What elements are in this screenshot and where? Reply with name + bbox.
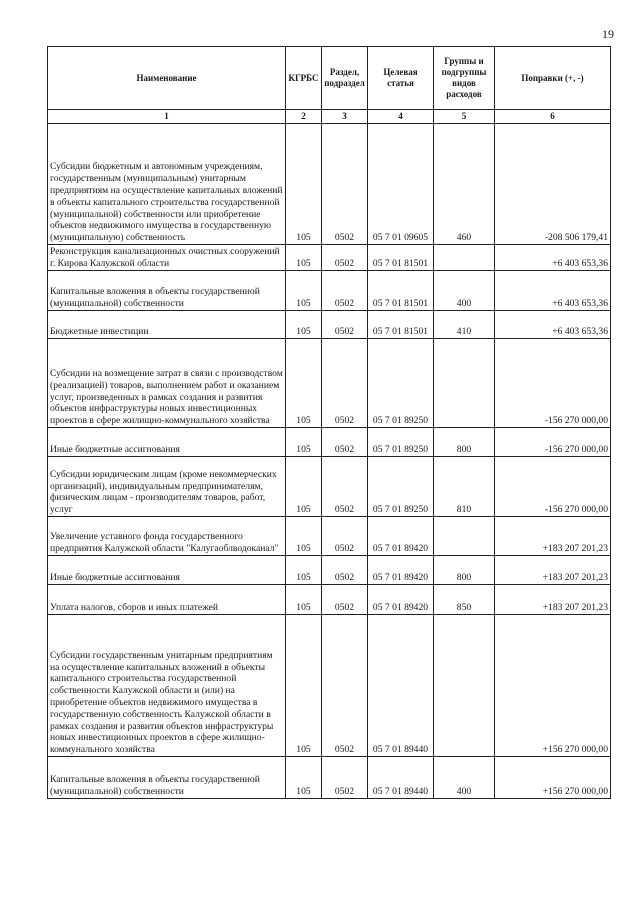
row-expense-group: 400 bbox=[434, 271, 495, 311]
table-row bbox=[48, 428, 611, 457]
table-row bbox=[48, 457, 611, 517]
row-expense-group bbox=[434, 245, 495, 271]
header-section: Раздел, подраздел bbox=[322, 47, 368, 110]
row-target-article: 05 7 01 89420 bbox=[368, 585, 434, 615]
row-target-article: 05 7 01 89420 bbox=[368, 556, 434, 585]
row-amount: -156 270 000,00 bbox=[495, 339, 611, 428]
table-row bbox=[48, 556, 611, 585]
row-expense-group bbox=[434, 615, 495, 757]
row-amount: +6 403 653,36 bbox=[495, 271, 611, 311]
row-expense-group: 850 bbox=[434, 585, 495, 615]
row-kgrbs: 105 bbox=[286, 517, 322, 556]
row-name: Реконструкция канализационных очистных сооружений г. Кирова Калужской области bbox=[48, 245, 286, 271]
page-number: 19 bbox=[602, 27, 614, 41]
row-amount: +6 403 653,36 bbox=[495, 245, 611, 271]
table-row bbox=[48, 615, 611, 757]
row-section: 0502 bbox=[322, 457, 368, 517]
budget-amendments-table bbox=[47, 46, 611, 799]
row-name: Капитальные вложения в объекты государственной (муниципальной) собственности bbox=[48, 757, 286, 799]
row-name: Субсидии на возмещение затрат в связи с производством (реализацией) товаров, выполнением работ и оказанием услуг, произведенных в рамках создания и развития объектов инфраструктуры новых инвестиционных проектов в сфере жилищно-коммунального хозяйства bbox=[48, 339, 286, 428]
column-number: 3 bbox=[322, 110, 368, 124]
row-expense-group: 800 bbox=[434, 556, 495, 585]
row-section: 0502 bbox=[322, 339, 368, 428]
header-target-article: Целевая статья bbox=[368, 47, 434, 110]
table-row bbox=[48, 585, 611, 615]
header-row bbox=[48, 47, 611, 110]
column-numbers-row bbox=[48, 110, 611, 124]
row-target-article: 05 7 01 89250 bbox=[368, 428, 434, 457]
row-section: 0502 bbox=[322, 615, 368, 757]
row-name: Увеличение уставного фонда государственного предприятия Калужской области "Калугаоблводоканал" bbox=[48, 517, 286, 556]
row-amount: +6 403 653,36 bbox=[495, 311, 611, 339]
row-kgrbs: 105 bbox=[286, 757, 322, 799]
column-number: 2 bbox=[286, 110, 322, 124]
column-number: 6 bbox=[495, 110, 611, 124]
row-expense-group: 410 bbox=[434, 311, 495, 339]
row-target-article: 05 7 01 89420 bbox=[368, 517, 434, 556]
row-section: 0502 bbox=[322, 271, 368, 311]
row-kgrbs: 105 bbox=[286, 585, 322, 615]
row-name: Бюджетные инвестиции bbox=[48, 311, 286, 339]
table-row bbox=[48, 271, 611, 311]
row-expense-group: 400 bbox=[434, 757, 495, 799]
row-amount: +183 207 201,23 bbox=[495, 517, 611, 556]
row-amount: +183 207 201,23 bbox=[495, 556, 611, 585]
row-target-article: 05 7 01 81501 bbox=[368, 245, 434, 271]
row-amount: -156 270 000,00 bbox=[495, 428, 611, 457]
row-kgrbs: 105 bbox=[286, 245, 322, 271]
table-row bbox=[48, 124, 611, 245]
header-amendments: Поправки (+, -) bbox=[495, 47, 611, 110]
row-kgrbs: 105 bbox=[286, 271, 322, 311]
row-name: Капитальные вложения в объекты государственной (муниципальной) собственности bbox=[48, 271, 286, 311]
row-target-article: 05 7 01 89250 bbox=[368, 457, 434, 517]
row-target-article: 05 7 01 81501 bbox=[368, 311, 434, 339]
row-target-article: 05 7 01 89250 bbox=[368, 339, 434, 428]
row-name: Уплата налогов, сборов и иных платежей bbox=[48, 585, 286, 615]
row-section: 0502 bbox=[322, 245, 368, 271]
row-name: Субсидии государственным унитарным предприятиям на осуществление капитальных вложений в объекты капитального строительства государственной собственности Калужской области и (или) на приобретение объектов недвижимого имущества в государственную собственность Калужской области в рамках создания и развития объектов инфраструктуры новых инвестиционных проектов в сфере жилищно-коммунального хозяйства bbox=[48, 615, 286, 757]
row-amount: -156 270 000,00 bbox=[495, 457, 611, 517]
table-row bbox=[48, 311, 611, 339]
row-kgrbs: 105 bbox=[286, 615, 322, 757]
row-kgrbs: 105 bbox=[286, 556, 322, 585]
column-number: 4 bbox=[368, 110, 434, 124]
row-amount: -208 506 179,41 bbox=[495, 124, 611, 245]
table-row bbox=[48, 339, 611, 428]
row-section: 0502 bbox=[322, 428, 368, 457]
row-kgrbs: 105 bbox=[286, 428, 322, 457]
row-kgrbs: 105 bbox=[286, 311, 322, 339]
row-kgrbs: 105 bbox=[286, 457, 322, 517]
row-section: 0502 bbox=[322, 585, 368, 615]
row-name: Субсидии юридическим лицам (кроме некоммерческих организаций), индивидуальным предпринимателям, физическим лицам - производителям товаров, работ, услуг bbox=[48, 457, 286, 517]
table-row bbox=[48, 517, 611, 556]
row-amount: +156 270 000,00 bbox=[495, 757, 611, 799]
header-expense-groups: Группы и подгруппы видов расходов bbox=[434, 47, 495, 110]
header-name: Наименование bbox=[48, 47, 286, 110]
header-kgrbs: КГРБС bbox=[286, 47, 322, 110]
row-name: Иные бюджетные ассигнования bbox=[48, 556, 286, 585]
column-number: 5 bbox=[434, 110, 495, 124]
row-name: Субсидии бюджетным и автономным учреждениям, государственным (муниципальным) унитарным предприятиям на осуществление капитальных вложений в объекты капитального строительства государственной (муниципальной) собственности или приобретение объектов недвижимого имущества в государственную (муниципальную) собственность bbox=[48, 124, 286, 245]
row-section: 0502 bbox=[322, 124, 368, 245]
row-expense-group: 800 bbox=[434, 428, 495, 457]
row-section: 0502 bbox=[322, 757, 368, 799]
row-expense-group: 810 bbox=[434, 457, 495, 517]
row-amount: +183 207 201,23 bbox=[495, 585, 611, 615]
row-kgrbs: 105 bbox=[286, 124, 322, 245]
row-kgrbs: 105 bbox=[286, 339, 322, 428]
row-section: 0502 bbox=[322, 517, 368, 556]
row-expense-group: 460 bbox=[434, 124, 495, 245]
row-expense-group bbox=[434, 339, 495, 428]
row-section: 0502 bbox=[322, 311, 368, 339]
row-section: 0502 bbox=[322, 556, 368, 585]
column-number: 1 bbox=[48, 110, 286, 124]
row-target-article: 05 7 01 89440 bbox=[368, 615, 434, 757]
row-expense-group bbox=[434, 517, 495, 556]
table-row bbox=[48, 245, 611, 271]
row-target-article: 05 7 01 09605 bbox=[368, 124, 434, 245]
row-target-article: 05 7 01 89440 bbox=[368, 757, 434, 799]
row-amount: +156 270 000,00 bbox=[495, 615, 611, 757]
row-target-article: 05 7 01 81501 bbox=[368, 271, 434, 311]
row-name: Иные бюджетные ассигнования bbox=[48, 428, 286, 457]
table-row bbox=[48, 757, 611, 799]
